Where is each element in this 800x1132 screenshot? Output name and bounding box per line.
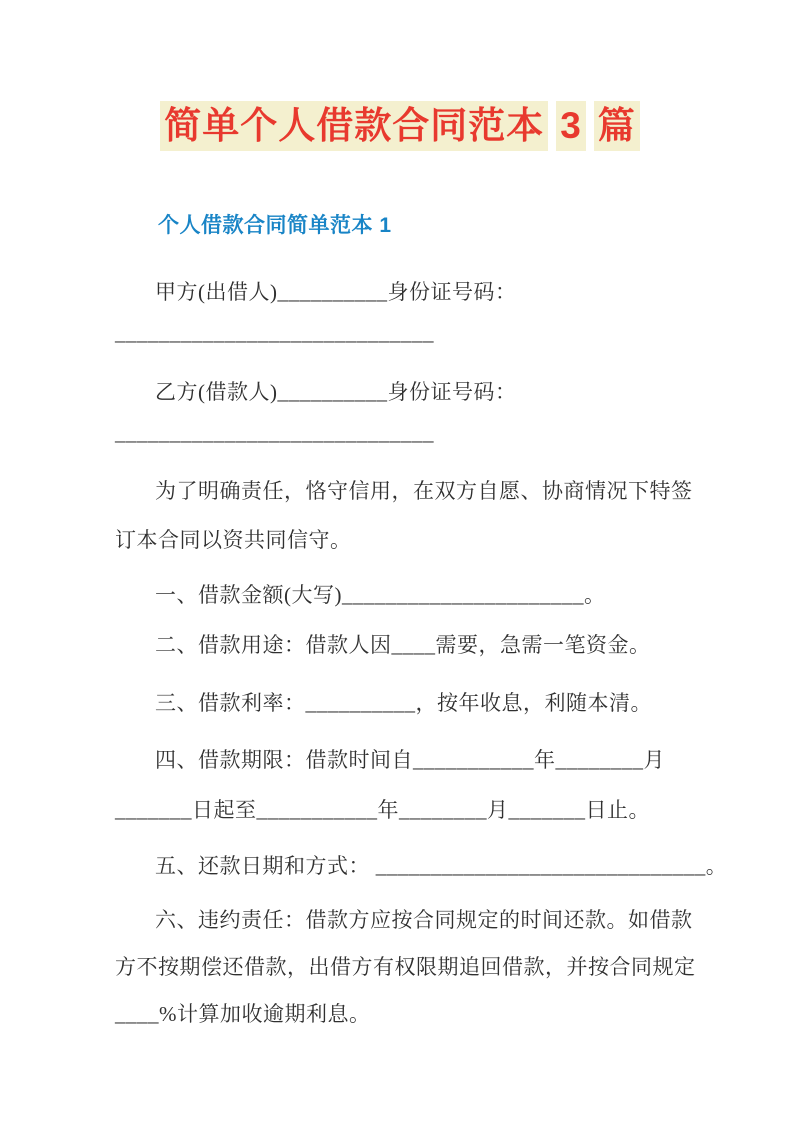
contract-line-clause-1-amount: 一、借款金额(大写)______________________。 xyxy=(155,583,606,607)
contract-line-clause-3-rate: 三、借款利率：__________，按年收息，利随本清。 xyxy=(155,691,652,715)
contract-line-party-a: 甲方(出借人)__________身份证号码： xyxy=(155,280,517,304)
document-title xyxy=(0,101,800,151)
contract-line-clause-4-term-1: 四、借款期限：借款时间自___________年________月 xyxy=(155,748,665,772)
contract-line-clause-4-term-2: _______日起至___________年________月_______日止。 xyxy=(115,798,650,822)
contract-line-clause-6-breach-1: 六、违约责任：借款方应按合同规定的时间还款。如借款 xyxy=(155,908,693,932)
document-title-segment-count: 3 xyxy=(556,101,586,151)
section-subtitle: 个人借款合同简单范本 1 xyxy=(158,214,392,237)
contract-line-preamble-1: 为了明确责任，恪守信用，在双方自愿、协商情况下特签 xyxy=(155,479,693,503)
contract-line-clause-6-breach-3: ____%计算加收逾期利息。 xyxy=(115,1002,371,1026)
contract-line-party-a-blank: _____________________________ xyxy=(115,321,434,345)
document-title-segment-main: 简单个人借款合同范本 xyxy=(160,101,548,151)
contract-line-clause-5-repay: 五、还款日期和方式： ______________________________。 xyxy=(155,854,728,878)
contract-line-party-b: 乙方(借款人)__________身份证号码： xyxy=(155,380,517,404)
contract-line-party-b-blank: _____________________________ xyxy=(115,421,434,445)
contract-line-clause-2-purpose: 二、借款用途：借款人因____需要，急需一笔资金。 xyxy=(155,633,651,657)
contract-line-preamble-2: 订本合同以资共同信守。 xyxy=(115,528,352,552)
contract-line-clause-6-breach-2: 方不按期偿还借款，出借方有权限期追回借款，并按合同规定 xyxy=(115,955,696,979)
document-title-segment-unit: 篇 xyxy=(594,101,640,151)
